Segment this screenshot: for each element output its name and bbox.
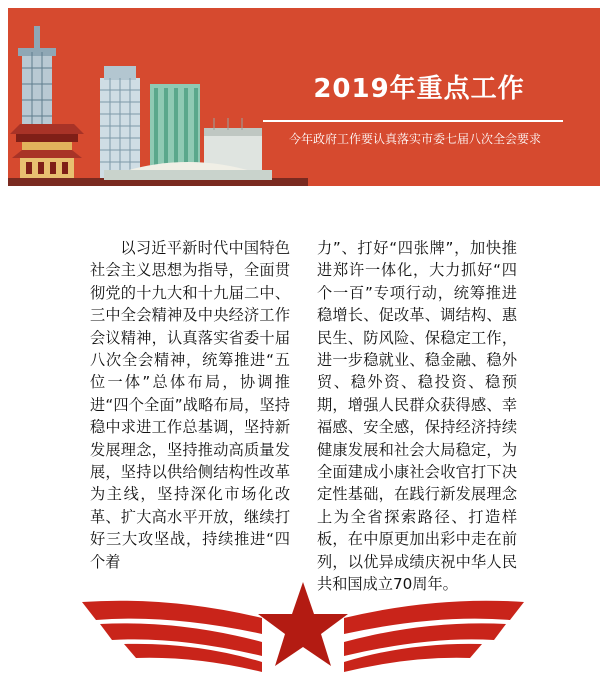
star-icon [258, 582, 348, 666]
footer-ribbon-star-decoration [0, 580, 606, 677]
article-left-column [90, 237, 290, 573]
page-subtitle: 今年政府工作要认真落实市委七届八次全会要求 [288, 132, 541, 146]
article-paragraph-right: 力”、打好“四张牌”，加快推进郑许一体化，大力抓好“四个一百”专项行动，统筹推进稳增长、促改革、调结构、惠民生、防风险、保稳定工作，进一步稳就业、稳金融、稳外贸、稳外资、稳投资、稳预期，增强人民群众获得感、幸福感、安全感，保持经济持续健康发展和社会大局稳定，为全面建成小康社会收官打下决定性基础，在践行新发展理念上为全省探索路径、打造样板，在中原更加出彩中走在前列，以优异成绩庆祝中华人民共和国成立70周年。 [317, 239, 517, 594]
title-divider [263, 120, 563, 122]
page-title: 2019年重点工作 [313, 74, 525, 104]
header-banner [8, 8, 600, 186]
article-right-column [317, 237, 517, 596]
article-paragraph-left: 以习近平新时代中国特色社会主义思想为指导，全面贯彻党的十九大和十九届二中、三中全会精神及中央经济工作会议精神，认真落实省委十届八次全会精神，统筹推进“五位一体”总体布局，协调推进“四个全面”战略布局，坚持稳中求进工作总基调，坚持新发展理念，坚持推动高质量发展，坚持以供给侧结构性改革为主线，坚持深化市场化改革、扩大高水平开放，继续打好三大攻坚战，持续推进“四个着 [90, 239, 290, 571]
